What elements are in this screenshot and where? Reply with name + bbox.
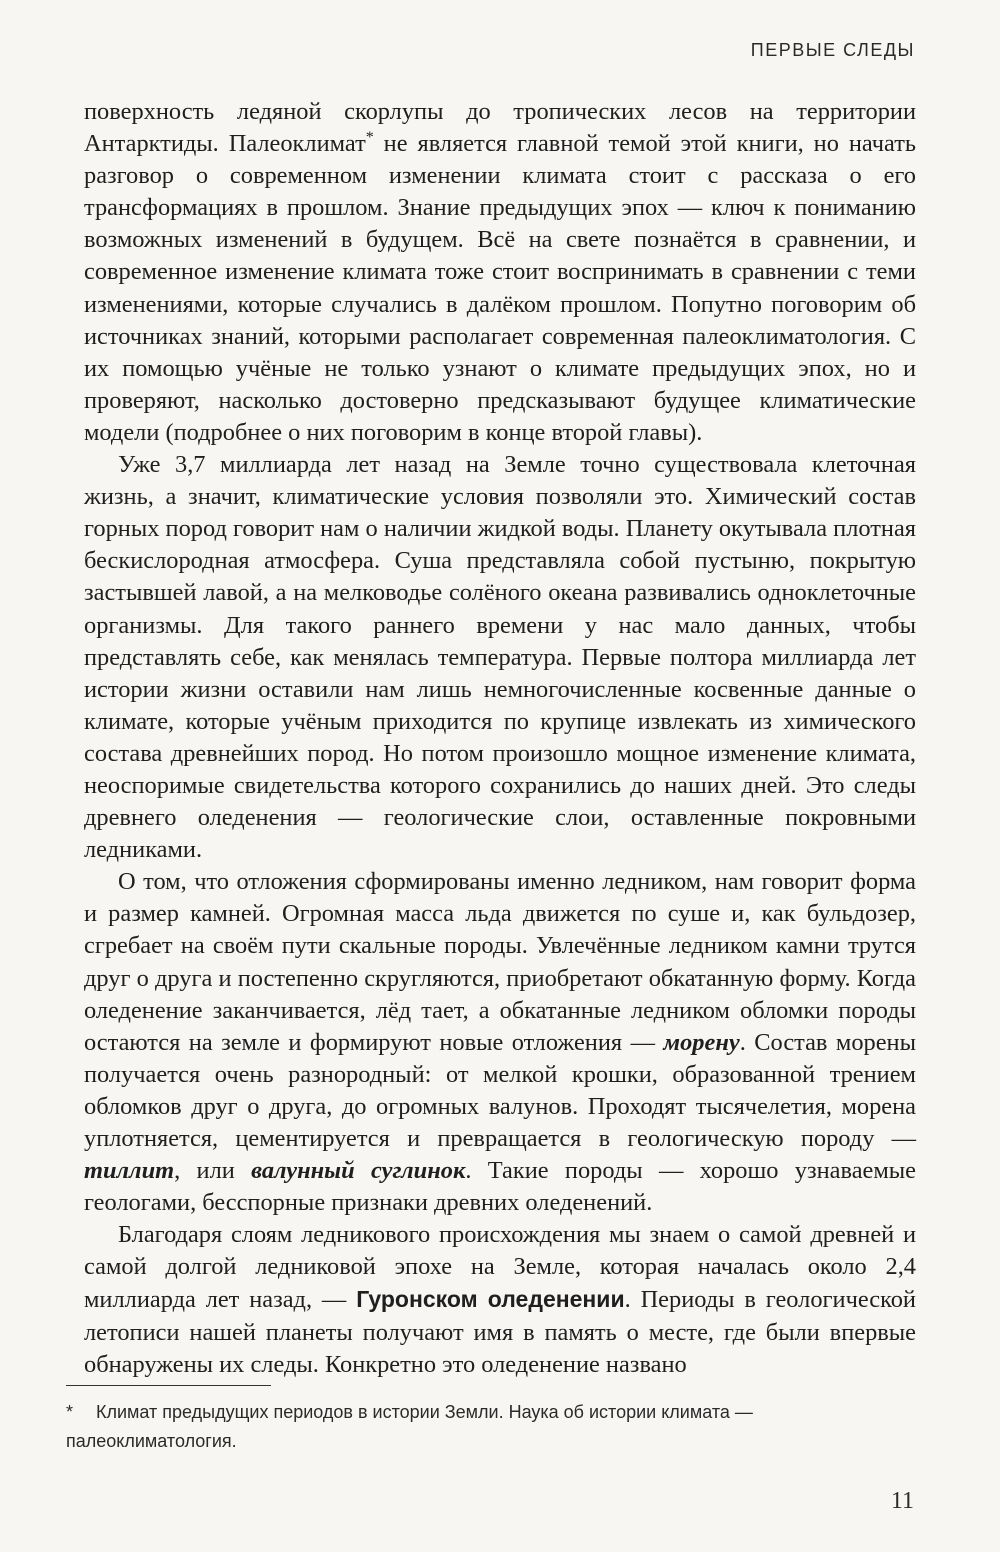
paragraph-3-text-a: О том, что отложения сформированы именно ледником, нам говорит форма и размер камней. Огромная масса льда движется по суше и, как бульдозер, сгребает на своём пути скальные породы. Увлечённые ледником камни трутся друг о друга и постепенно скругляются, приобретают обкатанную форму. Когда оледенение заканчивается, лёд тает, а обкатанные ледником обломки породы остаются на земле и формируют новые отложения — [84,868,916,1056]
term-tillit: тиллит [84,1157,175,1185]
footnote-reference: * [365,128,374,146]
page-number: 11 [890,1488,914,1514]
term-boulder-loam: валунный суглинок [251,1157,466,1185]
footnote [66,1398,916,1456]
paragraph-4-text-a: Благодаря слоям ледникового происхождения мы знаем о самой древней и самой долгой ледниковой эпохе на Земле, которая началась около 2,4 миллиарда лет назад, — [84,1221,916,1314]
paragraph-4 [84,1219,916,1380]
footnote-text: Климат предыдущих периодов в истории Земли. Наука об истории климата — палеоклиматология. [66,1402,753,1451]
paragraph-1-text-a: поверхность ледяной скорлупы до тропических лесов на территории Антарктиды. Палеоклимат [84,98,916,158]
term-morena: морену [663,1028,740,1056]
paragraph-4-text-b: . Периоды в геологической летописи нашей планеты получают имя в память о месте, где были впервые обнаружены их следы. Конкретно это оледенение названо [84,1286,916,1378]
paragraph-1 [84,96,916,449]
footnote-divider [66,1385,271,1386]
paragraph-3-text-c: , или [174,1157,252,1185]
paragraph-3-text-b: . Состав морены получается очень разнородный: от мелкой крошки, образованной трением обломков друг о друга, до огромных валунов. Проходят тысячелетия, морена уплотняется, цементируется и превращается в геологическую породу — [84,1028,916,1152]
paragraph-3-text-d: . Такие породы — хорошо узнаваемые геологами, бесспорные признаки древних оледенений. [84,1157,916,1217]
term-huronian-glaciation: Гуронском оледенении [356,1286,625,1313]
footnote-marker: * [66,1402,74,1422]
paragraph-1-text-b: не является главной темой этой книги, но начать разговор о современном изменении климата стоит с рассказа о его трансформациях в прошлом. Знание предыдущих эпох — ключ к пониманию возможных изменений в будущем. Всё на свете познаётся в сравнении, и современное изменение климата тоже стоит воспринимать в сравнении с теми изменениями, которые случались в далёком прошлом. Попутно поговорим об источниках знаний, которыми располагает современная палеоклиматология. С их помощью учёные не только узнают о климате предыдущих эпох, но и проверяют, насколько достоверно предсказывают будущее климатические модели (подробнее о них поговорим в конце второй главы). [84,130,916,446]
body-text [84,96,916,1381]
paragraph-3 [84,866,916,1219]
paragraph-2: Уже 3,7 миллиарда лет назад на Земле точно существовала клеточная жизнь, а значит, климатические условия позволяли это. Химический состав горных пород говорит нам о наличии жидкой воды. Планету окутывала плотная бескислородная атмосфера. Суша представляла собой пустыню, покрытую застывшей лавой, а на мелководье солёного океана развивались одноклеточные организмы. Для такого раннего времени у нас мало данных, чтобы представлять себе, как менялась температура. Первые полтора миллиарда лет истории жизни оставили нам лишь немногочисленные косвенные данные о климате, которые учёным приходится по крупице извлекать из химического состава древнейших пород. Но потом произошло мощное изменение климата, неоспоримые свидетельства которого сохранились до наших дней. Это следы древнего оледенения — геологические слои, оставленные покровными ледниками. [84,451,916,864]
running-header: ПЕРВЫЕ СЛЕДЫ [750,40,915,60]
